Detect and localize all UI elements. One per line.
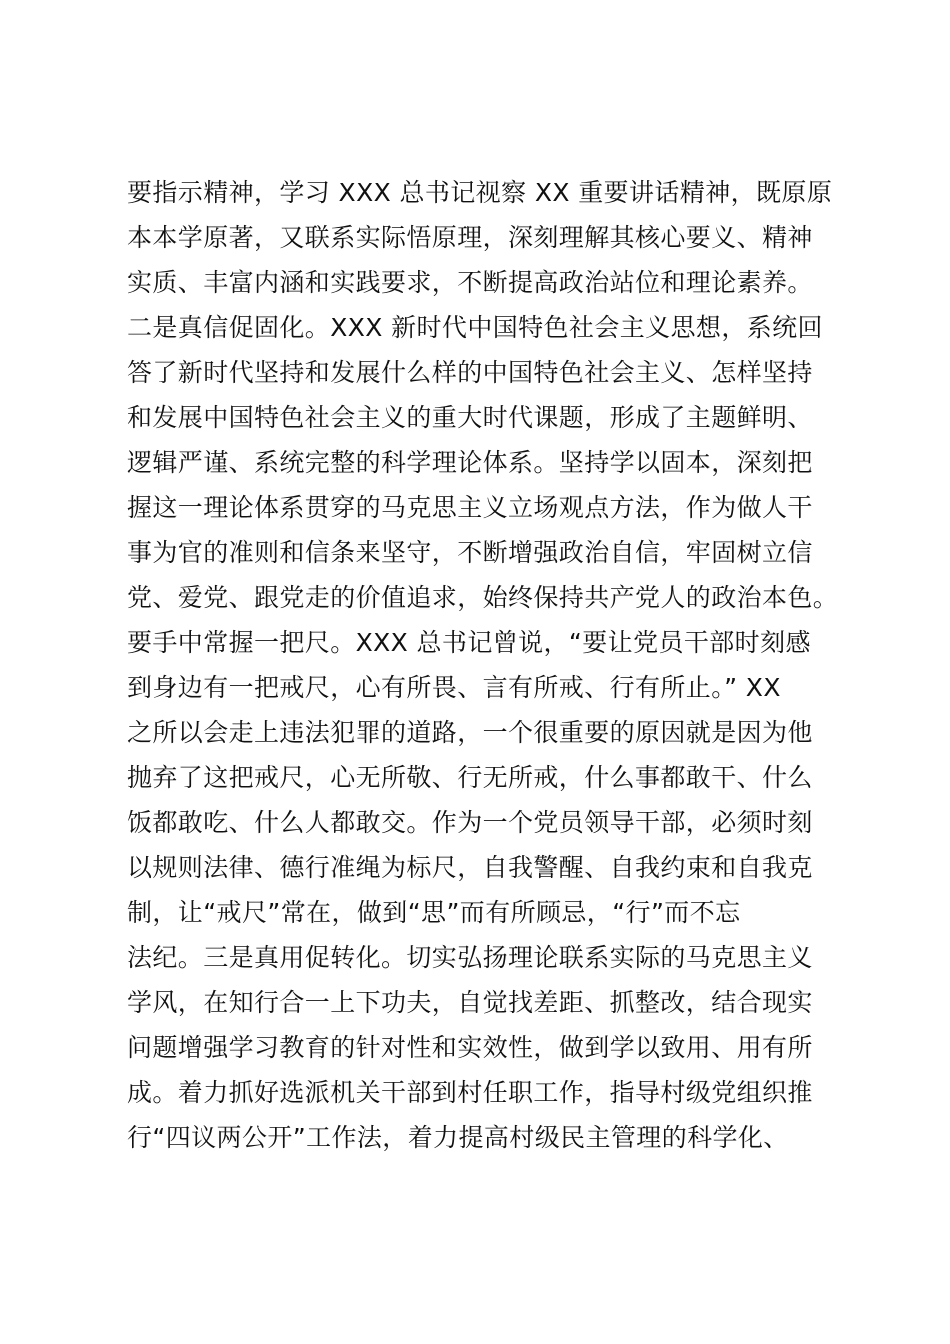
body-text [127, 170, 847, 1160]
text-line: 到身边有一把戒尺，心有所畏、言有所戒、行有所止。” XX [127, 673, 781, 702]
text-line: 饭都敢吃、什么人都敢交。作为一个党员领导干部，必须时刻 [127, 808, 813, 837]
text-line: 制，让“戒尺”常在，做到“思”而有所顾忌，“行”而不忘 [127, 898, 741, 927]
text-line: 要手中常握一把尺。XXX 总书记曾说，“要让党员干部时刻感 [127, 628, 811, 657]
text-line: 要指示精神，学习 XXX 总书记视察 XX 重要讲话精神，既原原 [127, 178, 833, 207]
text-line: 答了新时代坚持和发展什么样的中国特色社会主义、怎样坚持 [127, 358, 813, 387]
text-line: 问题增强学习教育的针对性和实效性，做到学以致用、用有所 [127, 1033, 813, 1062]
text-line: 抛弃了这把戒尺，心无所敬、行无所戒，什么事都敢干、什么 [127, 763, 813, 792]
text-line: 握这一理论体系贯穿的马克思主义立场观点方法，作为做人干 [127, 493, 813, 522]
text-line: 行“四议两公开”工作法，着力提高村级民主管理的科学化、 [127, 1123, 789, 1152]
text-line: 二是真信促固化。XXX 新时代中国特色社会主义思想，系统回 [127, 313, 823, 342]
text-line: 本本学原著，又联系实际悟原理，深刻理解其核心要义、精神 [127, 223, 813, 252]
text-line: 事为官的准则和信条来坚守，不断增强政治自信，牢固树立信 [127, 538, 813, 567]
text-line: 和发展中国特色社会主义的重大时代课题，形成了主题鲜明、 [127, 403, 813, 432]
text-line: 之所以会走上违法犯罪的道路，一个很重要的原因就是因为他 [127, 718, 813, 747]
text-line: 成。着力抓好选派机关干部到村任职工作，指导村级党组织推 [127, 1078, 813, 1107]
text-line: 逻辑严谨、系统完整的科学理论体系。坚持学以固本，深刻把 [127, 448, 813, 477]
text-line: 以规则法律、德行准绳为标尺，自我警醒、自我约束和自我克 [127, 853, 813, 882]
text-line: 党、爱党、跟党走的价值追求，始终保持共产党人的政治本色。 [127, 583, 839, 612]
text-line: 实质、丰富内涵和实践要求，不断提高政治站位和理论素养。 [127, 268, 813, 297]
text-line: 学风，在知行合一上下功夫，自觉找差距、抓整改，结合现实 [127, 988, 813, 1017]
text-line: 法纪。三是真用促转化。切实弘扬理论联系实际的马克思主义 [127, 943, 813, 972]
